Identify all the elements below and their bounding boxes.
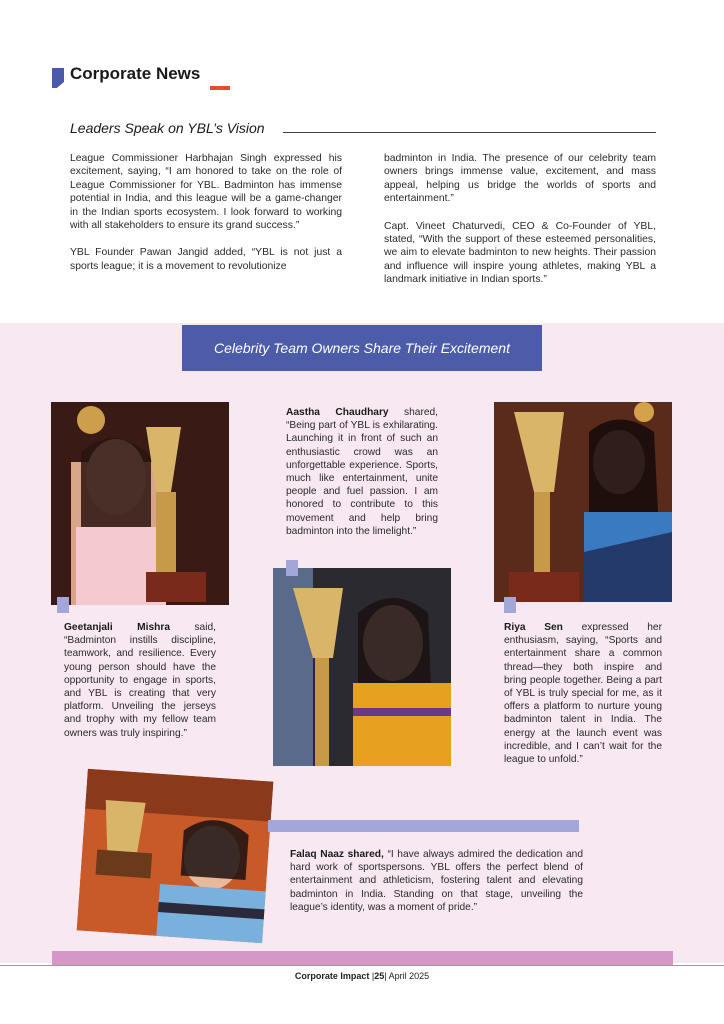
owner-quote: “I have always admired the dedication and hard work of sportspersons. YBL offers the perfect blend of entertainment and athleticism, fostering talent and elevating badminton in India. Standing on that stage, unveiling the league’s identity, was a moment of pride.” (290, 849, 583, 913)
footer-date: April 2025 (388, 971, 430, 981)
photo-riya-sen (494, 402, 672, 602)
quote-geetanjali (64, 621, 216, 740)
owner-quote: “Sports and entertainment share a common thread—they both inspire and bring people together. Being a part of YBL is truly special for me, as it offers a platform to nurture young badminton talent in India. The energy at the launch event was incredible, and I can’t wait for the league to unfold.” (504, 635, 662, 766)
owner-quote: “Badminton instills discipline, teamwork, and resilience. Every young person should have the opportunity to engage in sports, and YBL is creating that very platform. Unveiling the jerseys and trophy with my fellow team owners was truly inspiring.” (64, 635, 216, 739)
owner-name: Geetanjali Mishra (64, 622, 170, 633)
footer-magazine: Corporate Impact (294, 971, 370, 981)
owner-verb: shared, (388, 407, 439, 418)
footer-separator: | (384, 971, 387, 981)
quote-falaq (290, 848, 583, 914)
owner-name: Aastha Chaudhary (286, 407, 389, 418)
quote-aastha (286, 406, 438, 538)
section-marker-icon (52, 68, 64, 88)
owner-verb: expressed her enthusiasm, saying, (504, 622, 662, 647)
article-column-2 (384, 152, 656, 287)
photo-geetanjali-mishra (51, 402, 229, 605)
owner-quote: “Being part of YBL is exhilarating. Launching it in front of such an enthusiastic crowd was an unforgettable experience. Sports, much like entertainment, unite people and fuel passion. I am honored to contribute to this movement and help bring badminton into the limelight.” (286, 420, 438, 537)
accent-bar (268, 820, 579, 832)
article-paragraph: badminton in India. The presence of our celebrity team owners brings immense value, excitement, and mass appeal, helping us bridge the worlds of sports and entertainment.” (384, 153, 656, 205)
accent-square (57, 597, 69, 613)
footer-rule (0, 965, 724, 966)
accent-square (504, 597, 516, 613)
quote-riya (504, 621, 662, 766)
celebrity-banner: Celebrity Team Owners Share Their Excitement (182, 325, 542, 371)
owner-verb: said, (170, 622, 216, 633)
section-title-accent (210, 86, 230, 90)
article-subhead: Leaders Speak on YBL’s Vision (70, 120, 265, 136)
article-paragraph: YBL Founder Pawan Jangid added, “YBL is not just a sports league; it is a movement to revolutionize (70, 247, 342, 272)
article-paragraph: League Commissioner Harbhajan Singh expressed his excitement, saying, “I am honored to take on the role of League Commissioner for YBL. Badminton has immense potential in India, and this league will be a game-changer in the Indian sports ecosystem. I look forward to working with all stakeholders to ensure its grand success.” (70, 153, 342, 232)
accent-square (286, 560, 298, 576)
owner-name: Riya Sen (504, 622, 563, 633)
owner-name: Falaq Naaz shared, (290, 849, 384, 860)
footer-bar (52, 951, 673, 965)
photo-aastha-chaudhary (273, 568, 451, 766)
photo-falaq-naaz (77, 769, 274, 944)
page-number: 25 (374, 971, 385, 981)
subhead-rule (283, 132, 656, 133)
footer-separator: | (371, 971, 375, 981)
page-footer (0, 971, 724, 981)
section-title: Corporate News (70, 64, 201, 83)
article-paragraph: Capt. Vineet Chaturvedi, CEO & Co-Founder of YBL, stated, “With the support of these esteemed personalities, we aim to elevate badminton to new heights. Their passion and influence will inspire young athletes, making YBL a landmark initiative in Indian sports.” (384, 220, 656, 286)
article-column-1 (70, 152, 342, 273)
